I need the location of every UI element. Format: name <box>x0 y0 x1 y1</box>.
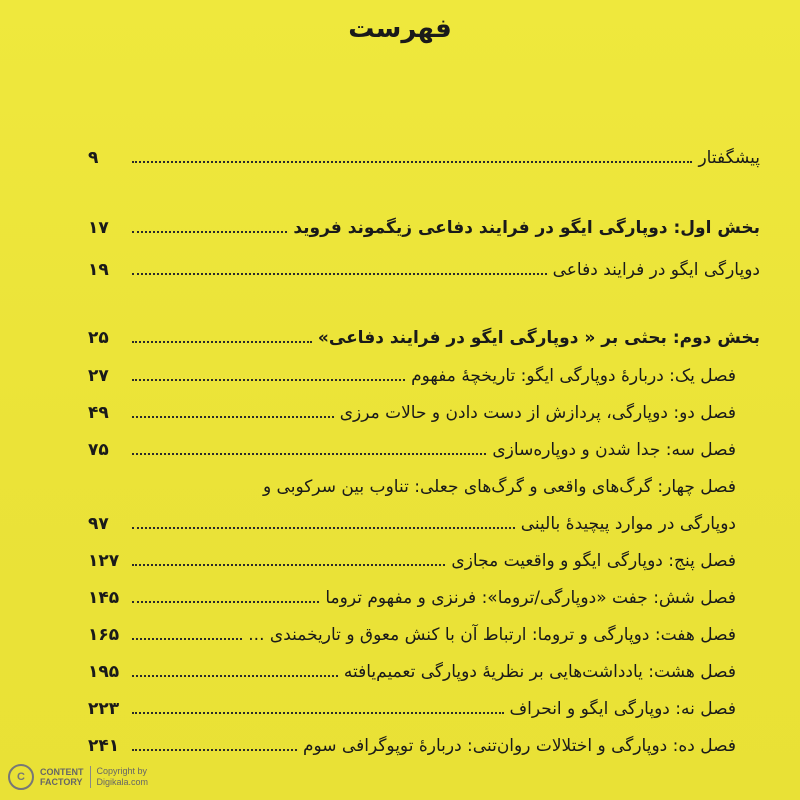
toc-entry-text: فصل هشت: یادداشت‌هایی بر نظریهٔ دوپارگی تعمیم‌یافته <box>343 662 736 682</box>
dot-leader <box>132 601 319 603</box>
toc-entry-text: فصل چهار: گرگ‌های واقعی و گرگ‌های جعلی: تناوب بین سرکوبی و <box>262 477 736 497</box>
toc-page-number: ۷۵ <box>88 440 109 460</box>
toc-page-number: ۱۴۵ <box>88 588 120 608</box>
toc-entry-chapter-8 <box>88 656 736 686</box>
watermark-copyright <box>97 766 149 788</box>
toc-page-number: ۹ <box>88 148 99 168</box>
toc-page-number: ۱۷ <box>88 218 109 238</box>
toc-entry-preface <box>88 142 760 172</box>
toc-page-number: ۲۲۳ <box>88 699 120 719</box>
watermark-divider <box>90 766 91 788</box>
toc-entry-chapter-3 <box>88 434 736 464</box>
toc-entry-text: دوپارگی در موارد پیچیدهٔ بالینی <box>520 514 736 534</box>
toc-page-number: ۲۵ <box>88 328 109 348</box>
watermark-brand <box>40 767 84 787</box>
toc-page-number: ۱۹ <box>88 260 109 280</box>
dot-leader <box>132 161 692 163</box>
toc-entry-chapter-4-cont <box>88 508 736 538</box>
dot-leader <box>132 564 445 566</box>
toc-entry-text: بخش اول: دوپارگی ایگو در فرایند دفاعی زیگموند فروید <box>293 218 760 238</box>
content-factory-logo-icon: C <box>8 764 34 790</box>
dot-leader <box>132 273 547 275</box>
toc-entry-part-two <box>88 322 760 352</box>
toc-page-number: ۲۷ <box>88 366 109 386</box>
watermark <box>8 764 148 790</box>
dot-leader <box>132 453 486 455</box>
dot-leader <box>132 527 515 529</box>
toc-entry-text: فصل هفت: دوپارگی و تروما: ارتباط آن با کنش معوق و تاریخمندی ... <box>248 625 736 645</box>
toc-entry-text: دوپارگی ایگو در فرایند دفاعی <box>552 260 760 280</box>
watermark-copy-line2: Digikala.com <box>96 777 149 787</box>
toc-entry-text: بخش دوم: بحثی بر « دوپارگی ایگو در فرایند دفاعی» <box>317 328 760 348</box>
toc-page-number: ۴۹ <box>88 403 109 423</box>
watermark-brand-line2: FACTORY <box>40 777 83 787</box>
dot-leader <box>132 341 312 343</box>
toc-entry-chapter-4 <box>88 471 736 501</box>
toc-entry-part-one <box>88 212 760 242</box>
toc-entry-text: فصل ده: دوپارگی و اختلالات روان‌تنی: دربارهٔ توپوگرافی سوم <box>302 736 736 756</box>
toc-entry-text: فصل شش: جفت «دوپارگی/تروما»: فرنزی و مفهوم تروما <box>325 588 736 608</box>
toc-entry-text: فصل یک: دربارهٔ دوپارگی ایگو: تاریخچهٔ مفهوم <box>411 366 736 386</box>
toc-page-number: ۱۲۷ <box>88 551 120 571</box>
toc-entry-chapter-5 <box>88 545 736 575</box>
dot-leader <box>132 379 405 381</box>
toc-entry-chapter-1 <box>88 360 736 390</box>
watermark-brand-line1: CONTENT <box>40 767 84 777</box>
toc-entry-chapter-6 <box>88 582 736 612</box>
toc-entry-chapter-7 <box>88 619 736 649</box>
toc-entry-chapter-2 <box>88 397 736 427</box>
page-title: فهرست <box>348 14 452 44</box>
toc-entry-text: فصل نه: دوپارگی ایگو و انحراف <box>509 699 736 719</box>
toc-entry <box>88 254 760 284</box>
dot-leader <box>132 712 504 714</box>
toc-entry-chapter-10 <box>88 730 736 760</box>
toc-page-number: ۱۶۵ <box>88 625 120 645</box>
dot-leader <box>132 231 287 233</box>
toc-entry-text: فصل سه: جدا شدن و دوپاره‌سازی <box>492 440 736 460</box>
toc-entry-text: فصل پنج: دوپارگی ایگو و واقعیت مجازی <box>451 551 736 571</box>
toc-entry-text: پیشگفتار <box>698 148 760 168</box>
dot-leader <box>132 749 297 751</box>
toc-page-number: ۱۹۵ <box>88 662 120 682</box>
watermark-copy-line1: Copyright by <box>96 766 148 776</box>
toc-entry-text: فصل دو: دوپارگی، پردازش از دست دادن و حالات مرزی <box>339 403 736 423</box>
dot-leader <box>132 416 334 418</box>
toc-page-number: ۹۷ <box>88 514 109 534</box>
dot-leader <box>132 675 338 677</box>
toc-entry-chapter-9 <box>88 693 736 723</box>
toc-page-number: ۲۴۱ <box>88 736 120 756</box>
dot-leader <box>132 638 242 640</box>
